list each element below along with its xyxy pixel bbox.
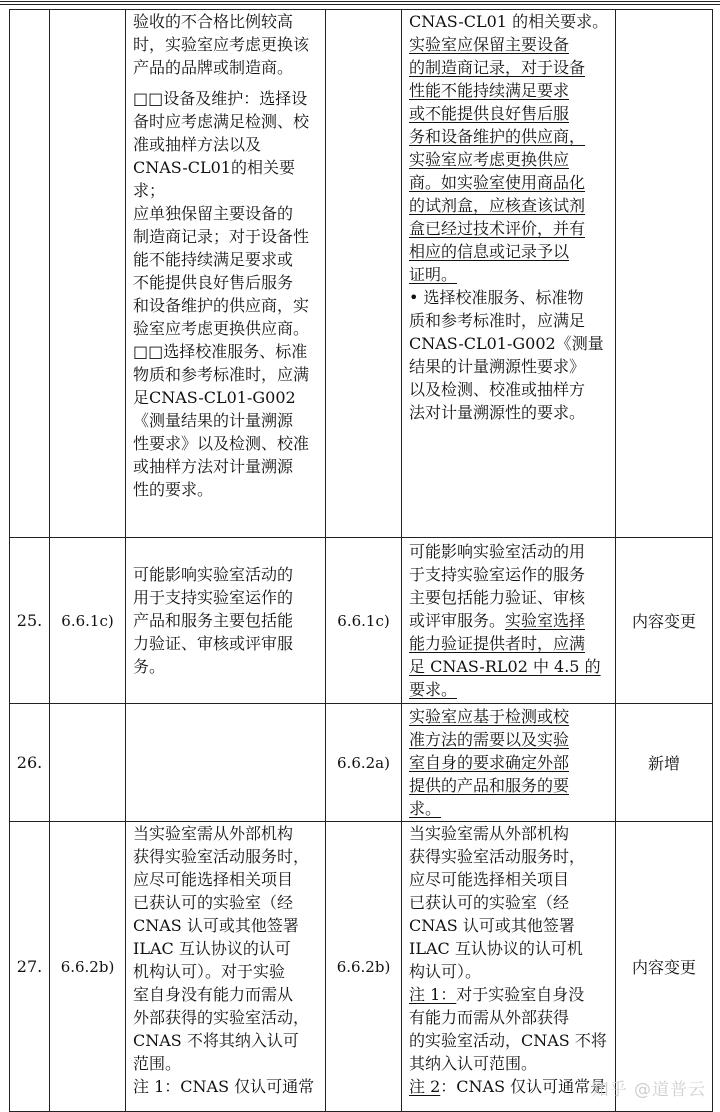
old-text-cell xyxy=(126,538,326,704)
change-type-cell xyxy=(616,10,713,538)
row-number-cell xyxy=(10,10,50,538)
old-text-cell xyxy=(126,10,326,538)
change-type-cell: 新增 xyxy=(616,704,713,822)
new-text-plain: 可能影响实验室活动的用 于支持实验室运作的服务 主要包括能力验证、审核 或评审服务。 xyxy=(409,542,586,630)
new-text-plain: 当实验室需从外部机构 获得实验室活动服务时， 应尽可能选择相关项目 已获认可的实验室（经 CNAS 认可或其他签署 ILAC 互认协议的认可机 构认可）。 xyxy=(409,824,586,981)
old-text: 可能影响实验室活动的 用于支持实验室运作的 产品和服务主要包括能 力验证、审核或评审服务。 xyxy=(133,565,294,676)
old-clause-cell: 6.6.1c) xyxy=(50,538,126,704)
table-row xyxy=(10,538,713,704)
new-clause-cell: 6.6.1c) xyxy=(326,538,402,704)
new-text-underlined: 实验室应基于检测或校 准方法的需要以及实验 室自身的要求确定外部 提供的产品和服务的要 求。 xyxy=(409,707,570,818)
old-text-equipment: □□设备及维护：选择设 备时应考虑满足检测、校 准或抽样方法以及 CNAS-CL01的相关要求； 应单独保留主要设备的 制造商记录；对于设备性 能不能持续满足要求或 不能提供良好售后服务 和设备维护的供应商，实 验室应考虑更换供应商。 □□选择校准服务、标准 物质和参考标准时，应满 足CNAS-CL01-G002 《测量结果的计量溯源 性要求》以及检测、校准 或抽样方法对计量溯源 性的要求。 xyxy=(133,89,310,499)
new-text xyxy=(402,10,615,286)
new-text-cell xyxy=(402,704,616,822)
new-clause-cell: 6.6.2b) xyxy=(326,822,402,1112)
new-clause-cell: 6.6.2a) xyxy=(326,704,402,822)
new-text-underlined: 实验室应保留主要设备 的制造商记录，对于设备 性能不能持续满足要求 或不能提供良好售后服 务和设备维护的供应商， 实验室应考虑更换供应 商。 xyxy=(409,35,586,192)
new-text-underlined: 实验室选择 能力验证提供者时，应满 足 CNAS-RL02 中 4.5 的 要求。 xyxy=(409,611,601,699)
note-2-label: 注 2 xyxy=(409,1077,441,1096)
row-number-cell: 26. xyxy=(10,704,50,822)
table-row xyxy=(10,822,713,1112)
new-text-cell xyxy=(402,538,616,704)
new-clause-cell xyxy=(326,10,402,538)
change-type-cell: 内容变更 xyxy=(616,538,713,704)
old-text: 当实验室需从外部机构 获得实验室活动服务时， 应尽可能选择相关项目 已获认可的实验室（经 CNAS 认可或其他签署 ILAC 互认协议的认可 机构认可）。对于实验 室自身没有能力而需从 外部获得的实验室活动， CNAS 不将其纳入认可 范围。 注 1：CNAS 仅认可通常 xyxy=(133,824,315,1096)
note-1-label: 注 1： xyxy=(409,985,457,1004)
table-row xyxy=(10,10,713,538)
note-2-text: ：CNAS 仅认可通常是 xyxy=(440,1077,607,1096)
new-text-plain: CNAS-CL01 的相关要求。 xyxy=(409,12,609,31)
old-text-cell xyxy=(126,704,326,822)
new-text-cell xyxy=(402,822,616,1112)
row-number-cell: 27. xyxy=(10,822,50,1112)
old-clause-cell xyxy=(50,10,126,538)
new-text-underlined-reagent: 如实验室使用商品化 的试剂盒，应核查该试剂 盒已经过技术评价，并有 相应的信息或记录予以 证明。 xyxy=(409,173,586,284)
row-number-cell: 25. xyxy=(10,538,50,704)
new-text-cell xyxy=(402,10,616,538)
new-text xyxy=(402,822,615,1098)
old-text-cell xyxy=(126,822,326,1112)
note-1-text: 对于实验室自身没 有能力而需从外部获得 的实验室活动，CNAS 不将 其纳入认可范围。 xyxy=(409,985,607,1073)
page-top-rule xyxy=(0,0,720,5)
new-text xyxy=(402,540,615,701)
new-text-calibration: • 选择校准服务、标准物 质和参考标准时，应满足 CNAS-CL01-G002《测量 结果的计量溯源性要求》 以及检测、校准或抽样方 法对计量溯源性的要求。 xyxy=(409,288,604,422)
old-text: 验收的不合格比例较高 时，实验室应考虑更换该 产品的品牌或制造商。 xyxy=(133,12,310,77)
comparison-table xyxy=(9,9,713,1112)
table-row xyxy=(10,704,713,822)
new-text xyxy=(402,705,615,820)
watermark: 知乎 @道普云 xyxy=(591,1080,706,1100)
old-clause-cell xyxy=(50,704,126,822)
old-clause-cell: 6.6.2b) xyxy=(50,822,126,1112)
change-type-cell: 内容变更 xyxy=(616,822,713,1112)
